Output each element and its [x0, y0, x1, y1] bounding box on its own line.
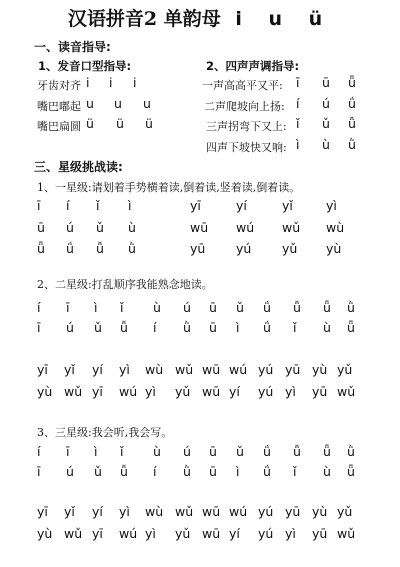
syllable: wū — [190, 220, 209, 235]
syllable-row — [0, 464, 400, 482]
syllable: wǔ — [282, 220, 301, 235]
syllable: ū — [209, 464, 217, 479]
syllable: u — [86, 96, 94, 111]
syllable: í — [37, 300, 41, 315]
syllable: wú — [229, 362, 248, 377]
section3-heading: 三、星级挑战读: — [34, 160, 123, 174]
syllable: ǖ — [323, 444, 331, 459]
syllable: ǜ — [348, 137, 356, 152]
syllable: ǔ — [94, 464, 102, 479]
syllable: ǔ — [94, 320, 102, 335]
syllable: ú — [66, 220, 74, 235]
mouth-hint: 牙齿对齐 — [37, 79, 81, 92]
syllable: yù — [326, 241, 342, 256]
syllable: ì — [128, 198, 132, 213]
syllable: yū — [285, 362, 301, 377]
syllable: ī — [37, 464, 41, 479]
level1-instruction: 1、一星级:请划着手势横着读,倒着读,竖着读,倒着读。 — [37, 181, 301, 194]
syllable: wǔ — [337, 384, 356, 399]
syllable: yū — [285, 504, 301, 519]
syllable: ū — [322, 75, 330, 90]
syllable: ǜ — [183, 320, 191, 335]
level3-instruction: 3、三星级:我会听,我会写。 — [37, 426, 173, 439]
tone-hint: 四声下坡快又响: — [206, 141, 287, 154]
syllable: yī — [37, 362, 48, 377]
syllable: wū — [202, 384, 221, 399]
syllable: yú — [258, 504, 274, 519]
syllable: i — [133, 75, 137, 90]
syllable: ì — [296, 137, 300, 152]
syllable-row — [0, 198, 400, 216]
tone-hint: 三声拐弯下又上: — [206, 120, 287, 133]
syllable: yí — [229, 384, 240, 399]
syllable: yì — [285, 526, 296, 541]
syllable: ǜ — [347, 444, 355, 459]
syllable: ù — [153, 444, 161, 459]
syllable: wù — [145, 504, 164, 519]
tone-hint: 二声爬坡向上扬: — [204, 100, 285, 113]
mouth-hint: 嘴巴嘟起 — [37, 100, 81, 113]
syllable: ǚ — [120, 320, 128, 335]
syllable: í — [66, 198, 70, 213]
syllable: ǚ — [293, 444, 301, 459]
syllable: ǘ — [66, 241, 74, 256]
syllable: ü — [86, 116, 94, 131]
level2-instruction: 2、二星级:打乱顺序我能熟念地读。 — [37, 278, 213, 291]
syllable: ū — [209, 320, 217, 335]
syllable: ǚ — [120, 464, 128, 479]
syllable: i — [109, 75, 113, 90]
syllable: yì — [119, 504, 130, 519]
syllable: ì — [236, 464, 240, 479]
syllable: ǐ — [293, 464, 297, 479]
syllable: wú — [119, 526, 138, 541]
syllable: ī — [37, 320, 41, 335]
syllable-row — [0, 241, 400, 259]
syllable-row — [0, 320, 400, 338]
syllable: ǘ — [263, 300, 271, 315]
section1-heading: 一、读音指导: — [34, 40, 111, 54]
syllable-row — [0, 526, 400, 544]
page-title — [0, 4, 400, 31]
syllable: yǐ — [64, 504, 75, 519]
syllable: ǔ — [96, 220, 104, 235]
syllable: í — [296, 96, 300, 111]
syllable: ǖ — [347, 464, 355, 479]
syllable: yú — [258, 384, 274, 399]
syllable: wú — [236, 220, 255, 235]
syllable: ù — [323, 320, 331, 335]
syllable: yǐ — [64, 362, 75, 377]
syllable: ǜ — [128, 241, 136, 256]
syllable: ǜ — [347, 300, 355, 315]
syllable: ū — [209, 444, 217, 459]
syllable: ū — [209, 300, 217, 315]
syllable: ú — [322, 96, 330, 111]
syllable: ú — [66, 464, 74, 479]
syllable: ū — [37, 220, 45, 235]
syllable: ǖ — [323, 300, 331, 315]
syllable: ǔ — [322, 116, 330, 131]
syllable: ù — [128, 220, 136, 235]
syllable: ǐ — [120, 300, 124, 315]
syllable: wǔ — [337, 526, 356, 541]
syllable: ǖ — [37, 241, 45, 256]
syllable: i — [86, 75, 90, 90]
syllable: ì — [236, 320, 240, 335]
syllable: wú — [229, 504, 248, 519]
syllable: ǐ — [296, 116, 300, 131]
syllable: ì — [94, 300, 98, 315]
syllable: yù — [312, 504, 328, 519]
syllable: yū — [312, 384, 328, 399]
syllable-row — [0, 444, 400, 462]
syllable: wū — [202, 526, 221, 541]
syllable: yū — [312, 526, 328, 541]
syllable: yǔ — [337, 362, 353, 377]
title-hanzi: 汉语拼音2 单韵母 — [67, 8, 221, 30]
syllable: yì — [285, 384, 296, 399]
syllable: ǚ — [348, 116, 356, 131]
syllable: ǘ — [348, 96, 356, 111]
syllable-row — [0, 362, 400, 380]
syllable: yū — [190, 241, 206, 256]
syllable: ü — [116, 116, 124, 131]
syllable-row — [0, 384, 400, 402]
syllable: ǖ — [347, 320, 355, 335]
syllable: wǔ — [175, 504, 194, 519]
syllable: yǔ — [282, 241, 298, 256]
syllable: ǔ — [236, 444, 244, 459]
mouth-hint: 嘴巴扁圆 — [37, 120, 81, 133]
syllable: ú — [66, 320, 74, 335]
syllable: ú — [183, 444, 191, 459]
syllable: í — [37, 444, 41, 459]
syllable: ǐ — [96, 198, 100, 213]
syllable: wǔ — [64, 384, 83, 399]
syllable: wú — [119, 384, 138, 399]
syllable: ǘ — [263, 464, 271, 479]
syllable: yù — [37, 384, 53, 399]
syllable: í — [153, 464, 157, 479]
syllable: yí — [229, 526, 240, 541]
syllable: ǐ — [120, 444, 124, 459]
syllable: yī — [92, 384, 103, 399]
syllable: ì — [94, 444, 98, 459]
syllable: ǚ — [96, 241, 104, 256]
syllable: wǔ — [175, 362, 194, 377]
syllable: yì — [119, 362, 130, 377]
tone-hint: 一声高高平又平: — [202, 79, 283, 92]
syllable: ǚ — [293, 300, 301, 315]
syllable: ù — [322, 137, 330, 152]
syllable-row — [0, 220, 400, 238]
syllable: yī — [92, 526, 103, 541]
syllable: wǔ — [64, 526, 83, 541]
syllable: ú — [183, 300, 191, 315]
syllable: yí — [92, 362, 103, 377]
syllable: yī — [190, 198, 201, 213]
syllable: yì — [326, 198, 337, 213]
syllable: ù — [323, 464, 331, 479]
syllable: ǖ — [348, 75, 356, 90]
syllable: u — [114, 96, 122, 111]
syllable: yí — [92, 504, 103, 519]
syllable: wù — [326, 220, 345, 235]
syllable: yǔ — [175, 384, 191, 399]
syllable: yì — [145, 384, 156, 399]
syllable: í — [153, 320, 157, 335]
syllable: wù — [145, 362, 164, 377]
syllable-row — [0, 300, 400, 318]
title-letters: i u ü — [235, 8, 333, 30]
syllable: ī — [66, 444, 70, 459]
syllable: ǜ — [183, 464, 191, 479]
syllable: wū — [202, 504, 221, 519]
syllable: ǔ — [236, 300, 244, 315]
mouth-heading: 1、发音口型指导: — [38, 59, 132, 73]
tones-heading: 2、四声声调指导: — [206, 59, 300, 73]
syllable: yú — [236, 241, 252, 256]
syllable: u — [143, 96, 151, 111]
syllable-row — [0, 504, 400, 522]
syllable: ī — [37, 198, 41, 213]
syllable: ü — [145, 116, 153, 131]
syllable: yǔ — [175, 526, 191, 541]
syllable: yù — [312, 362, 328, 377]
syllable: yǐ — [282, 198, 293, 213]
syllable: yī — [37, 504, 48, 519]
syllable: yì — [145, 526, 156, 541]
syllable: wū — [202, 362, 221, 377]
syllable: yǔ — [337, 504, 353, 519]
syllable: yú — [258, 526, 274, 541]
syllable: ù — [153, 300, 161, 315]
syllable: yù — [37, 526, 53, 541]
syllable: ī — [296, 75, 300, 90]
syllable: ǘ — [263, 320, 271, 335]
syllable: ǘ — [263, 444, 271, 459]
syllable: yú — [258, 362, 274, 377]
syllable: ǐ — [293, 320, 297, 335]
syllable: ī — [66, 300, 70, 315]
syllable: yí — [236, 198, 247, 213]
